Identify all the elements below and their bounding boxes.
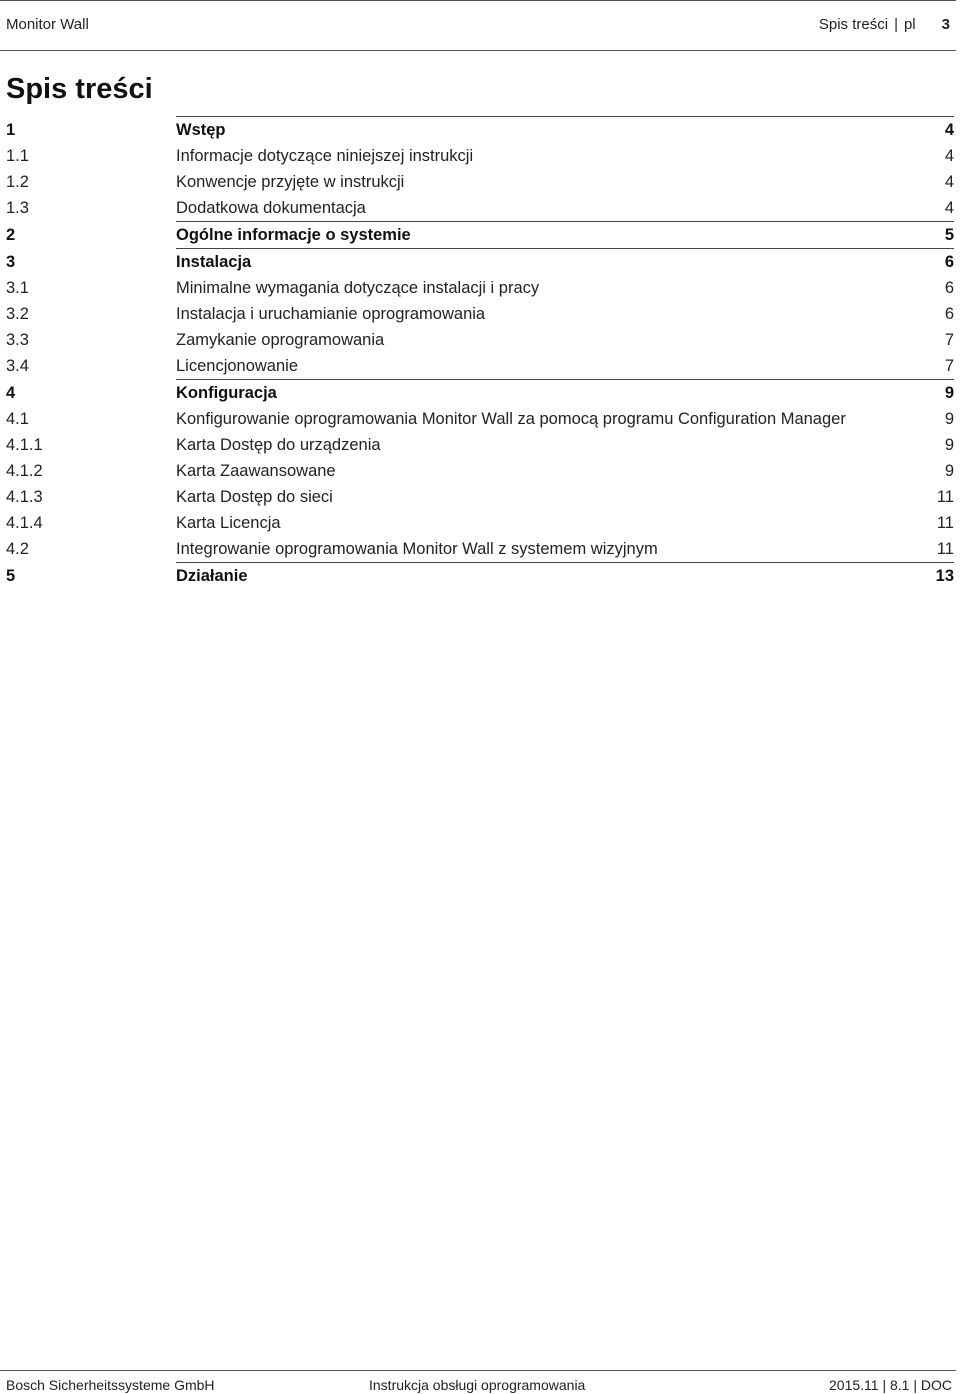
toc-entry-num: 3.3 — [6, 331, 29, 349]
toc-entry-label: Karta Dostęp do sieci — [176, 488, 333, 506]
toc-entry[interactable] — [6, 536, 954, 562]
footer-company: Bosch Sicherheitssysteme GmbH — [6, 1377, 215, 1393]
toc-entry-page: 9 — [944, 410, 954, 428]
toc-entry-num: 1.2 — [6, 173, 29, 191]
toc-entry-page: 11 — [936, 514, 954, 532]
toc-entry-label: Karta Licencja — [176, 514, 281, 532]
header-page-number: 3 — [941, 16, 950, 33]
toc-entry-num: 4.1 — [6, 410, 29, 428]
toc-entry-page: 9 — [944, 462, 954, 480]
header-language: pl — [903, 16, 916, 33]
toc-entry-page: 4 — [944, 199, 954, 217]
toc-entry-page: 11 — [936, 488, 954, 506]
toc-entry-page: 6 — [944, 253, 954, 271]
toc-entry[interactable] — [6, 143, 954, 169]
toc-entry-page: 7 — [944, 357, 954, 375]
toc-entry-label: Wstęp — [176, 121, 226, 139]
toc-entry-label: Minimalne wymagania dotyczące instalacji i pracy — [176, 279, 540, 297]
toc-entry[interactable] — [6, 484, 954, 510]
toc-entry[interactable] — [6, 248, 954, 275]
toc-entry[interactable] — [6, 116, 954, 143]
toc-entry-page: 11 — [936, 540, 954, 558]
toc-entry-page: 4 — [944, 147, 954, 165]
toc-entry-label: Instalacja i uruchamianie oprogramowania — [176, 305, 486, 323]
toc-entry[interactable] — [6, 406, 954, 432]
page-footer — [0, 1370, 956, 1394]
toc-entry-label: Dodatkowa dokumentacja — [176, 199, 366, 217]
header-product-name: Monitor Wall — [6, 16, 89, 33]
toc-entry[interactable] — [6, 195, 954, 221]
toc-entry-num: 1.3 — [6, 199, 29, 217]
header-section-name: Spis treści — [818, 16, 889, 33]
toc-entry-num: 3.4 — [6, 357, 29, 375]
toc-entry-page: 7 — [944, 331, 954, 349]
toc-entry-label: Karta Dostęp do urządzenia — [176, 436, 381, 454]
toc-entry-num: 3 — [6, 253, 16, 271]
footer-doc-type: Instrukcja obsługi oprogramowania — [369, 1377, 586, 1393]
footer-version: 2015.11 | 8.1 | DOC — [829, 1377, 952, 1393]
header-separator: | — [894, 16, 898, 33]
toc-entry-label: Zamykanie oprogramowania — [176, 331, 385, 349]
toc-entry-label: Konfiguracja — [176, 384, 277, 402]
table-of-contents — [6, 116, 954, 589]
toc-entry-page: 9 — [944, 384, 954, 402]
toc-entry-label: Konfigurowanie oprogramowania Monitor Wall za pomocą programu Configuration Manager — [176, 410, 846, 428]
toc-entry-label: Karta Zaawansowane — [176, 462, 336, 480]
toc-entry[interactable] — [6, 353, 954, 379]
toc-entry[interactable] — [6, 275, 954, 301]
toc-entry-page: 6 — [944, 305, 954, 323]
toc-entry[interactable] — [6, 169, 954, 195]
toc-entry-num: 4.1.4 — [6, 514, 43, 532]
toc-entry-page: 9 — [944, 436, 954, 454]
toc-entry-page: 4 — [944, 173, 954, 191]
toc-entry-label: Instalacja — [176, 253, 252, 271]
toc-entry-num: 4.1.3 — [6, 488, 43, 506]
toc-entry-num: 3.1 — [6, 279, 29, 297]
toc-entry-page: 5 — [944, 226, 954, 244]
toc-entry-label: Integrowanie oprogramowania Monitor Wall z systemem wizyjnym — [176, 540, 658, 558]
toc-entry-label: Informacje dotyczące niniejszej instrukcji — [176, 147, 474, 165]
toc-entry[interactable] — [6, 327, 954, 353]
toc-entry-label: Ogólne informacje o systemie — [176, 226, 411, 244]
toc-entry-page: 4 — [944, 121, 954, 139]
page-header — [0, 0, 956, 51]
toc-entry[interactable] — [6, 301, 954, 327]
toc-entry-num: 1.1 — [6, 147, 29, 165]
toc-entry[interactable] — [6, 562, 954, 589]
toc-entry-num: 4.1.1 — [6, 436, 43, 454]
toc-entry-num: 2 — [6, 226, 16, 244]
toc-entry[interactable] — [6, 458, 954, 484]
toc-entry-num: 4.1.2 — [6, 462, 43, 480]
header-section-info — [819, 16, 950, 33]
toc-entry-label: Konwencje przyjęte w instrukcji — [176, 173, 405, 191]
toc-entry-num: 4 — [6, 384, 16, 402]
toc-entry-num: 4.2 — [6, 540, 29, 558]
toc-entry[interactable] — [6, 221, 954, 248]
toc-entry-page: 6 — [944, 279, 954, 297]
toc-entry-num: 3.2 — [6, 305, 29, 323]
toc-entry-num: 5 — [6, 567, 16, 585]
page-title: Spis treści — [6, 73, 153, 105]
toc-entry-label: Licencjonowanie — [176, 357, 299, 375]
toc-entry-label: Działanie — [176, 567, 248, 585]
toc-entry[interactable] — [6, 510, 954, 536]
toc-entry[interactable] — [6, 432, 954, 458]
toc-entry-page: 13 — [935, 567, 954, 585]
toc-entry-num: 1 — [6, 121, 16, 139]
toc-entry[interactable] — [6, 379, 954, 406]
